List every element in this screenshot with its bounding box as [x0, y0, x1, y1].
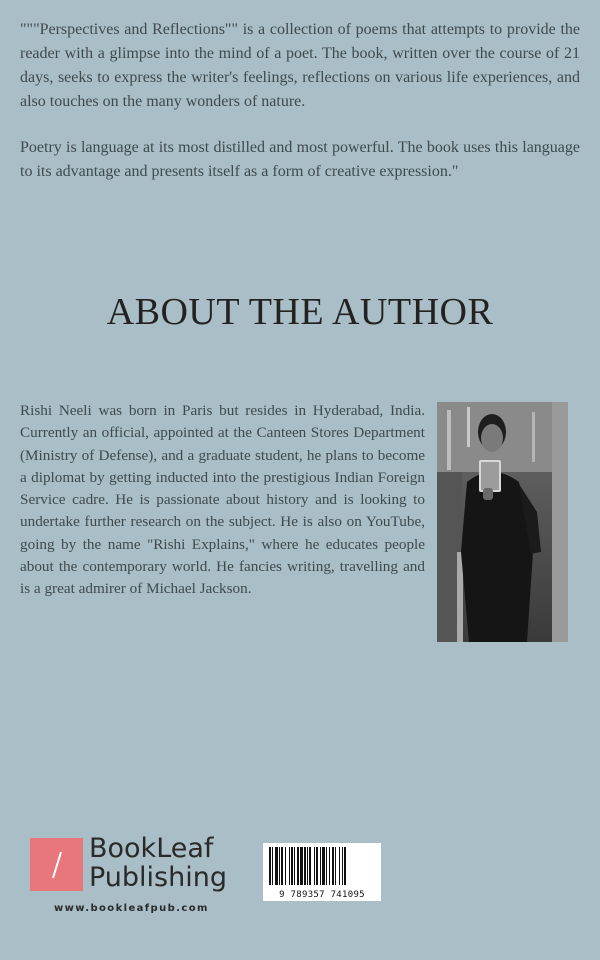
- about-author-heading: ABOUT THE AUTHOR: [106, 291, 494, 333]
- back-cover-blurb: [20, 18, 580, 206]
- publisher-name-line-2: Publishing: [89, 862, 227, 893]
- isbn-barcode: [263, 843, 381, 901]
- bookleaf-logo-icon: [30, 838, 83, 891]
- blurb-paragraph-2: Poetry is language at its most distilled and most powerful. The book uses this language to its advantage and presents itself as a form of creative expression.": [20, 139, 580, 180]
- author-bio-text: Rishi Neeli was born in Paris but resides in Hyderabad, India. Currently an official, appointed at the Canteen Stores Department (Ministry of Defense), and a graduate student, he plans to become a diplomat by getting inducted into the prestigious Indian Foreign Service cadre. He is passionate about history and is looking to undertake further research on the subject. He is also on YouTube, going by the name "Rishi Explains," where he educates people about the contemporary world. He fancies writing, travelling and is a great admirer of Michael Jackson.: [20, 402, 425, 598]
- author-bio: [20, 400, 425, 601]
- publisher-name: [89, 834, 227, 892]
- isbn-digits: 9 789357 741095: [279, 890, 365, 900]
- author-photo: [437, 402, 568, 642]
- blurb-paragraph-1: """Perspectives and Reflections"" is a collection of poems that attempts to provide the reader with a glimpse into the mind of a poet. The book, written over the course of 21 days, seeks to express the writer's feelings, reflections on various life experiences, and also touches on the many wonders of nature.: [20, 21, 580, 110]
- publisher-website: www.bookleafpub.com: [54, 903, 209, 914]
- publisher-name-line-1: BookLeaf: [89, 833, 214, 864]
